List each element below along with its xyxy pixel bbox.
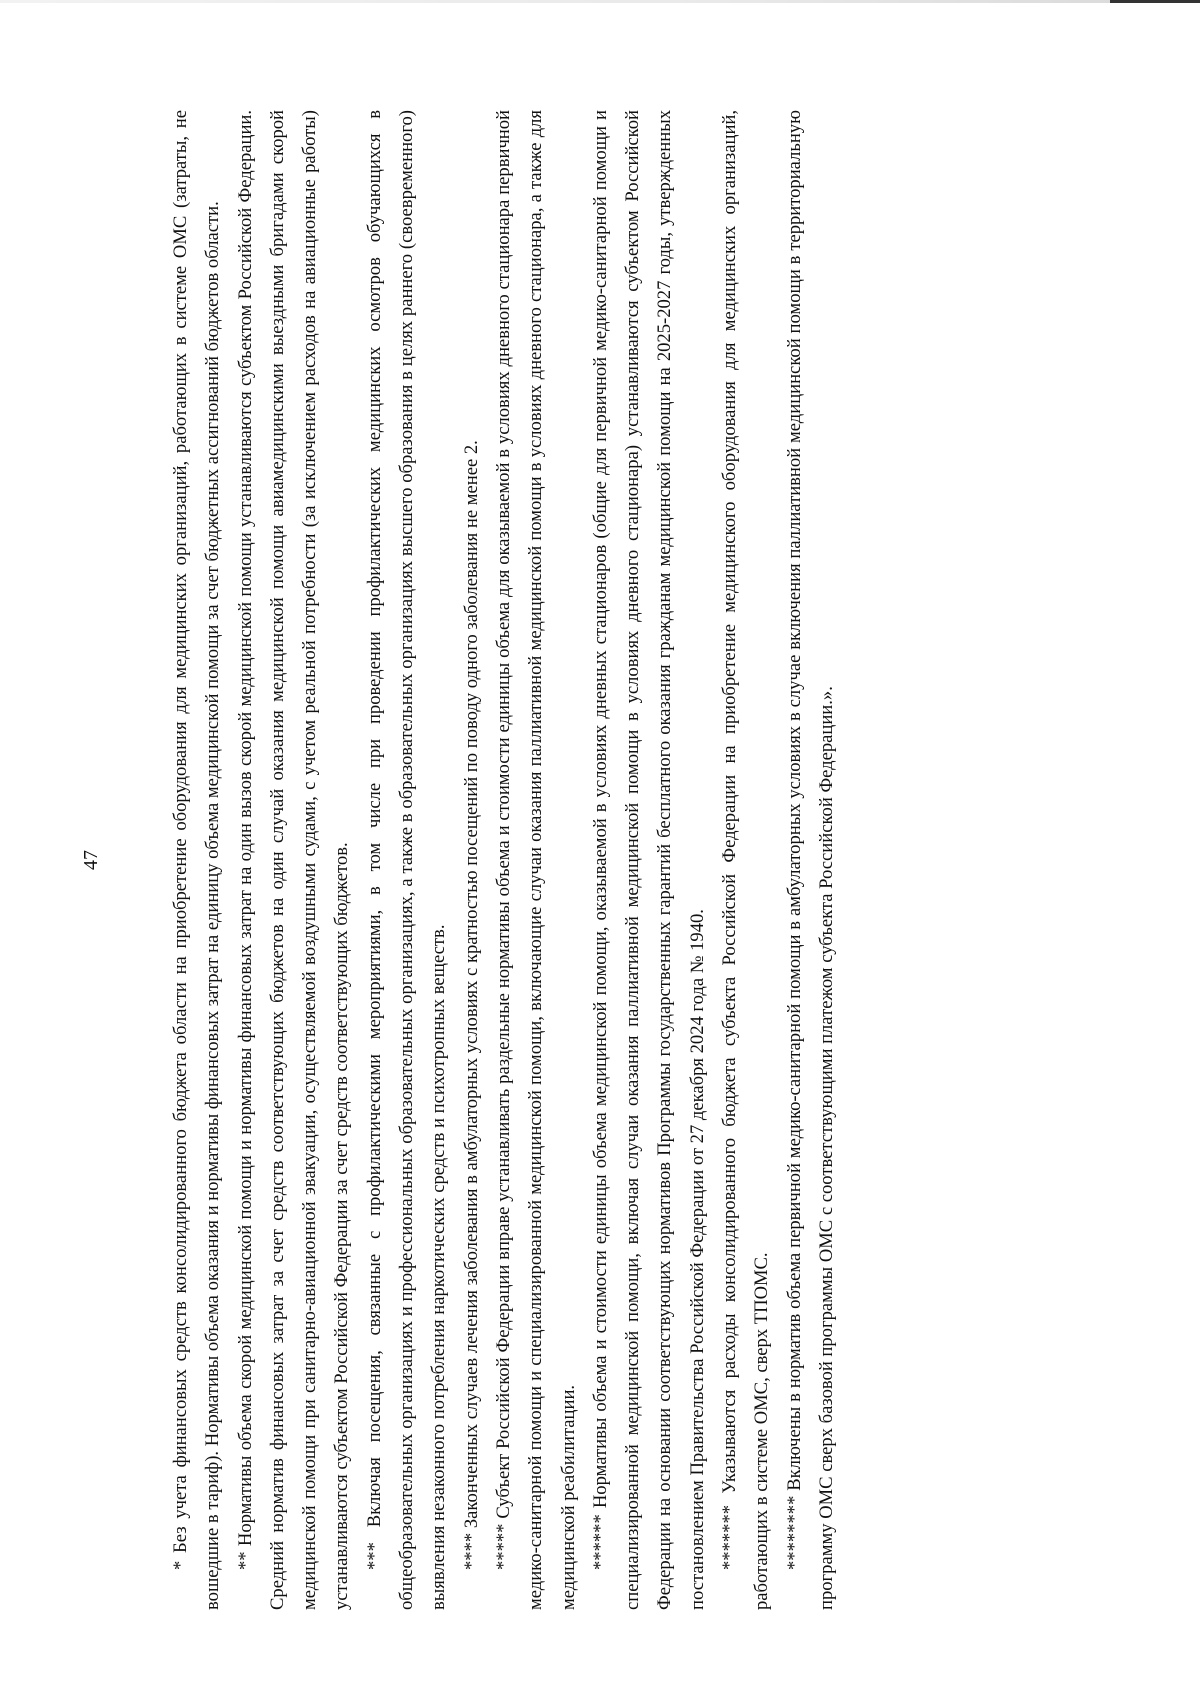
footnote-text: Включая посещения, связанные с профилактическими мероприятиями, в том числе при проведении профилактических медицинских осмотров обучающихся в общеобразовательных организациях и профессиональных образовательных организациях, а также в образовательных организациях высшего образования в целях раннего (своевременного) выявления незаконного потребления наркотических средств и психотропных веществ. bbox=[363, 110, 450, 1610]
footnote-mark: ****** bbox=[589, 1514, 611, 1570]
footnote-1 bbox=[165, 110, 230, 1610]
footnote-4 bbox=[456, 110, 488, 1610]
footnote-mark: ******** bbox=[783, 1495, 805, 1570]
footnote-mark: * bbox=[170, 1560, 191, 1570]
scan-edge-top bbox=[0, 0, 1200, 3]
footnote-mark: ******* bbox=[719, 1504, 741, 1570]
footnote-text: Указываются расходы консолидированного бюджета субъекта Российской Федерации на приобретение медицинского оборудования для медицинских организаций, работающих в системе ОМС, сверх ТПОМС. bbox=[719, 110, 773, 1610]
footnote-text: Без учета финансовых средств консолидированного бюджета области на приобретение оборудования для медицинских организаций, работающих в системе ОМС (затраты, не вошедшие в тариф). Нормативы объема оказания и нормативы финансовых затрат на единицу объема медицинской помощи за счет бюджетных ассигнований бюджетов области. bbox=[170, 110, 224, 1610]
footnote-text: Законченных случаев лечения заболевания в амбулаторных условиях с кратностью посещений по поводу одного заболевания не менее 2. bbox=[460, 440, 482, 1529]
footnote-6 bbox=[585, 110, 714, 1610]
footnote-mark: ***** bbox=[492, 1523, 514, 1570]
footnote-7 bbox=[714, 110, 779, 1610]
scan-edge-right bbox=[1110, 0, 1200, 3]
footnote-8 bbox=[779, 110, 844, 1610]
footnote-mark: *** bbox=[363, 1542, 385, 1570]
footnote-text: Субъект Российской Федерации вправе устанавливать раздельные нормативы объема и стоимости единицы объема для оказываемой в условиях дневного стационара первичной медико-санитарной помощи и специализированной медицинской помощи, включающие случаи оказания паллиативной медицинской помощи в условиях дневного стационара, а также для медицинской реабилитации. bbox=[492, 110, 579, 1610]
footnote-text: Нормативы объема скорой медицинской помощи и нормативы финансовых затрат на один вызов скорой медицинской помощи устанавливаются субъектом Российской Федерации. Средний норматив финансовых затрат за счет средств соответствующих бюджетов на один случай оказания медицинской помощи авиамедицинскими выездными бригадами скорой медицинской помощи при санитарно-авиационной эвакуации, осуществляемой воздушными судами, с учетом реальной потребности (за исключением расходов на авиационные работы) устанавливаются субъектом Российской Федерации за счет средств соответствующих бюджетов. bbox=[234, 110, 353, 1610]
rotated-page bbox=[80, 110, 843, 1610]
footnote-mark: ** bbox=[234, 1551, 256, 1570]
footnote-5 bbox=[488, 110, 585, 1610]
footnotes bbox=[165, 110, 843, 1610]
page-number: 47 bbox=[80, 850, 102, 870]
footnote-text: Нормативы объема и стоимости единицы объема медицинской помощи, оказываемой в условиях дневных стационаров (общие для первичной медико-санитарной помощи и специализированной медицинской помощи, включая случаи оказания паллиативной медицинской помощи в условиях дневного стационара) устанавливаются субъектом Российской Федерации на основании соответствующих нормативов Программы государственных гарантий бесплатного оказания гражданам медицинской помощи на 2025-2027 годы, утвержденных постановлением Правительства Российской Федерации от 27 декабря 2024 года № 1940. bbox=[589, 110, 708, 1610]
footnote-mark: **** bbox=[460, 1532, 482, 1570]
footnote-3 bbox=[359, 110, 456, 1610]
footnote-2 bbox=[230, 110, 359, 1610]
footnote-text: Включены в норматив объема первичной медико-санитарной помощи в амбулаторных условиях в случае включения паллиативной медицинской помощи в территориальную программу ОМС сверх базовой программы ОМС с соответствующими платежом субъекта Российской Федерации.». bbox=[783, 110, 837, 1610]
